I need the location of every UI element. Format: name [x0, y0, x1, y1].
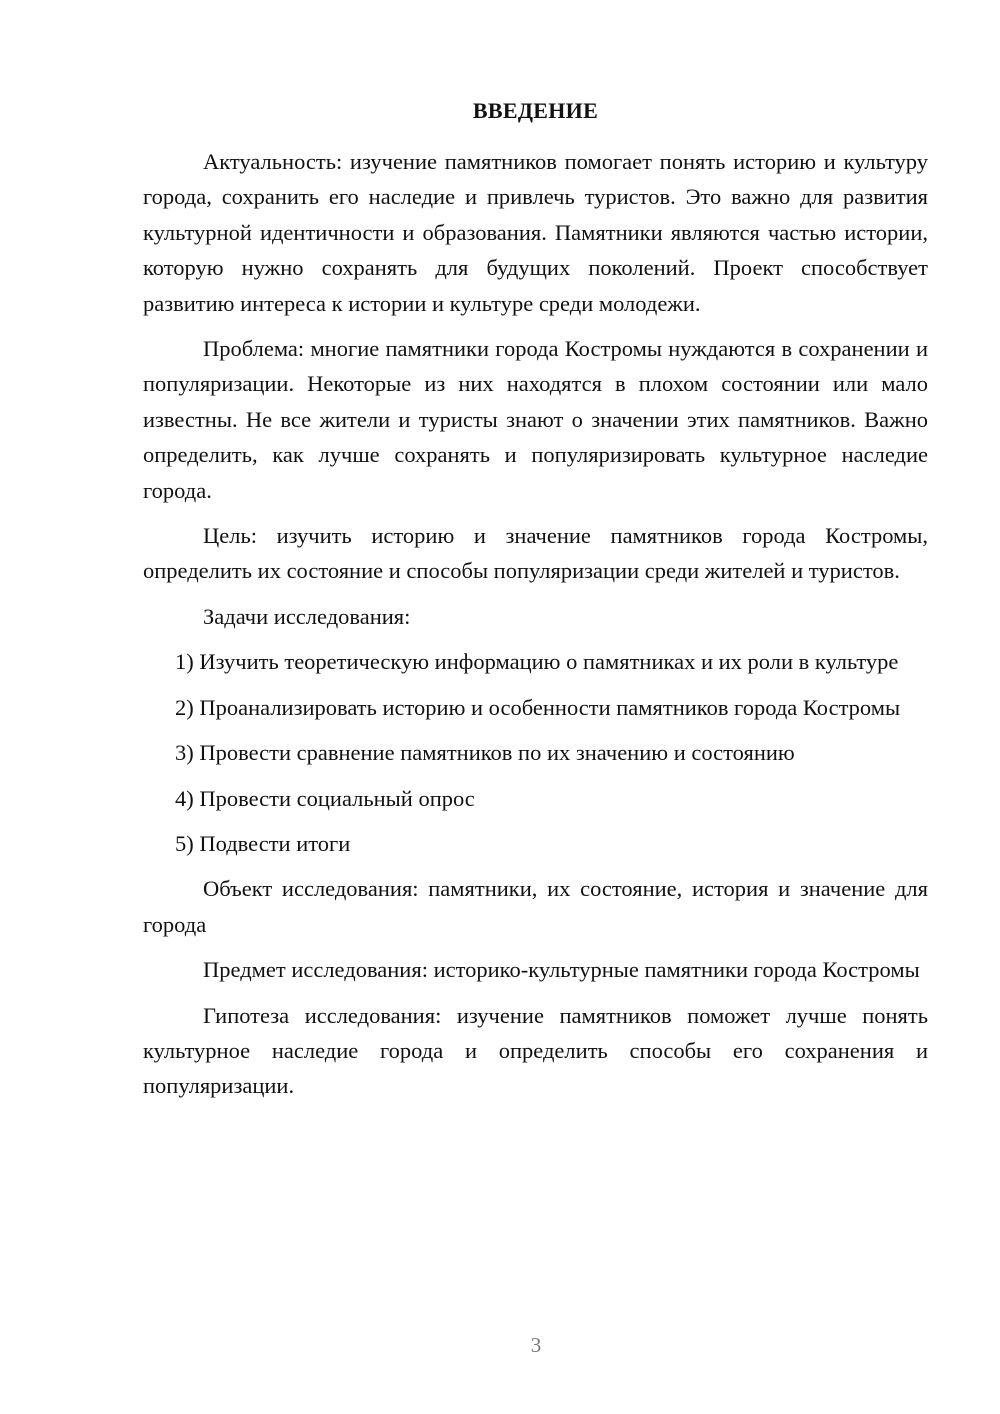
page-number: 3 [530, 1333, 542, 1357]
object-paragraph: Объект исследования: памятники, их состояние, история и значение для города [143, 876, 928, 937]
document-page [143, 96, 928, 1114]
problem-paragraph: Проблема: многие памятники города Костромы нуждаются в сохранении и популяризации. Некоторые из них находятся в плохом состоянии или мало известны. Не все жители и туристы знают о значении этих памятников. Важно определить, как лучше сохранять и популяризировать культурное наследие города. [143, 336, 928, 503]
task-item: 5) Подвести итоги [175, 830, 351, 856]
relevance-paragraph: Актуальность: изучение памятников помогает понять историю и культуру города, сохранить его наследие и привлечь туристов. Это важно для развития культурной идентичности и образования. Памятники являются частью истории, которую нужно сохранять для будущих поколений. Проект способствует развитию интереса к истории и культуре среди молодежи. [143, 149, 928, 316]
task-item: 3) Провести сравнение памятников по их значению и состоянию [175, 740, 795, 766]
tasks-title: Задачи исследования: [203, 603, 411, 629]
hypothesis-paragraph: Гипотеза исследования: изучение памятников поможет лучше понять культурное наследие города и определить способы его сохранения и популяризации. [143, 1002, 928, 1099]
task-item: 4) Провести социальный опрос [175, 785, 475, 811]
section-heading: ВВЕДЕНИЕ [472, 98, 599, 123]
task-item: 2) Проанализировать историю и особенности памятников города Костромы [175, 694, 901, 720]
goal-paragraph: Цель: изучить историю и значение памятников города Костромы, определить их состояние и способы популяризации среди жителей и туристов. [143, 523, 928, 584]
subject-paragraph: Предмет исследования: историко-культурные памятники города Костромы [203, 957, 920, 983]
task-item: 1) Изучить теоретическую информацию о памятниках и их роли в культуре [175, 649, 899, 675]
